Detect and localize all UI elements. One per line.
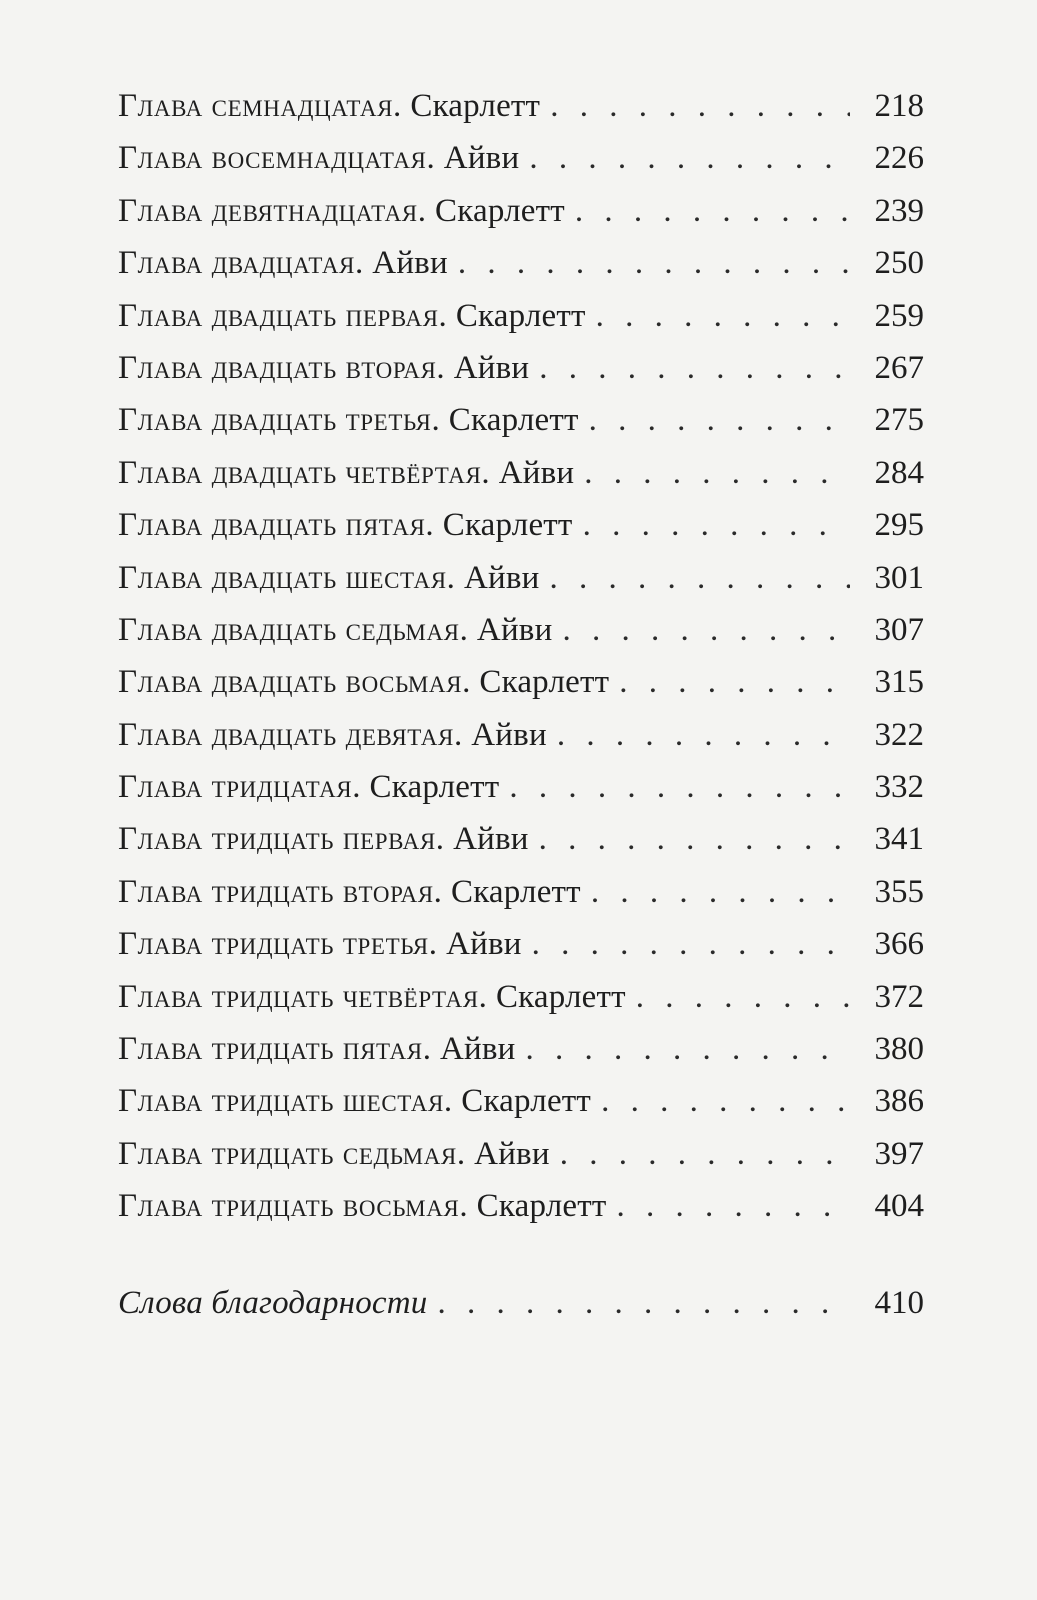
toc-row (118, 394, 924, 446)
dot-leader (438, 1277, 850, 1329)
toc-row-title (118, 447, 574, 499)
toc-row-acknowledgements (118, 1277, 924, 1329)
toc-row (118, 918, 924, 970)
toc-row-title (118, 1128, 550, 1180)
toc-row-title (118, 499, 573, 551)
toc-row-page: 341 (874, 821, 924, 858)
chapter-narrator: Скарлетт (435, 192, 565, 229)
toc-row-title (118, 761, 499, 813)
toc-row-page: 267 (874, 349, 924, 386)
chapter-narrator: Айви (440, 1031, 516, 1068)
toc-row (118, 80, 924, 132)
toc-row (118, 447, 924, 499)
toc-row-page: 322 (874, 716, 924, 753)
toc-row-page: 410 (874, 1284, 924, 1321)
toc-row-page: 366 (874, 926, 924, 963)
chapter-number: Глава двадцать четвёртая. (118, 454, 491, 491)
toc-row-page: 259 (874, 297, 924, 334)
toc-row-title (118, 132, 519, 184)
toc-row-page: 284 (874, 454, 924, 491)
dot-leader (539, 813, 850, 865)
toc-row (118, 1075, 924, 1127)
chapter-number: Глава тридцать третья. (118, 926, 438, 963)
toc-row-title: Слова благодарности (118, 1284, 428, 1321)
dot-leader (575, 185, 850, 237)
dot-leader (601, 1075, 850, 1127)
chapter-narrator: Айви (453, 349, 530, 386)
chapter-number: Глава двадцать первая. (118, 297, 448, 334)
dot-leader (550, 552, 850, 604)
dot-leader (619, 656, 850, 708)
toc-row (118, 1128, 924, 1180)
toc-row-title (118, 394, 579, 446)
toc-row (118, 813, 924, 865)
toc-entries (118, 80, 924, 1233)
dot-leader (596, 290, 850, 342)
toc-row-page: 295 (874, 507, 924, 544)
toc-row (118, 656, 924, 708)
toc-row-page: 239 (874, 192, 924, 229)
toc-row-title (118, 813, 529, 865)
toc-row-title (118, 1180, 606, 1232)
dot-leader (584, 447, 850, 499)
chapter-number: Глава двадцать вторая. (118, 349, 446, 386)
dot-leader (539, 342, 850, 394)
toc-row-title (118, 290, 586, 342)
chapter-number: Глава тридцать пятая. (118, 1031, 432, 1068)
toc-row-title (118, 866, 581, 918)
chapter-narrator: Скарлетт (450, 873, 581, 910)
chapter-number: Глава двадцать пятая. (118, 507, 435, 544)
chapter-number: Глава девятнадцатая. (118, 192, 427, 229)
toc-row-title (118, 1023, 516, 1075)
toc-row-title (118, 604, 552, 656)
chapter-narrator: Скарлетт (479, 664, 610, 701)
chapter-narrator: Скарлетт (448, 402, 579, 439)
chapter-narrator: Айви (443, 140, 520, 177)
dot-leader (589, 394, 850, 446)
chapter-number: Глава двадцать девятая. (118, 716, 463, 753)
chapter-number: Глава тридцать первая. (118, 821, 445, 858)
chapter-number: Глава двадцать шестая. (118, 559, 456, 596)
toc-row (118, 499, 924, 551)
chapter-number: Глава двадцатая. (118, 245, 364, 282)
toc-row (118, 761, 924, 813)
chapter-narrator: Айви (476, 611, 553, 648)
toc-row (118, 604, 924, 656)
chapter-narrator: Айви (471, 716, 547, 753)
dot-leader (526, 1023, 850, 1075)
dot-leader (557, 709, 850, 761)
chapter-number: Глава тридцать шестая. (118, 1083, 453, 1120)
dot-leader (583, 499, 850, 551)
toc-row-title (118, 237, 448, 289)
toc-row-title (118, 342, 529, 394)
toc-row-page: 275 (874, 402, 924, 439)
toc-row-page: 301 (874, 559, 924, 596)
toc-row-title (118, 971, 626, 1023)
chapter-number: Глава тридцать седьмая. (118, 1135, 466, 1172)
dot-leader (532, 918, 850, 970)
chapter-number: Глава тридцать четвёртая. (118, 978, 488, 1015)
chapter-narrator: Айви (453, 821, 529, 858)
toc-row-title (118, 656, 609, 708)
chapter-narrator: Скарлетт (369, 769, 500, 806)
chapter-narrator: Скарлетт (476, 1188, 607, 1225)
toc-row-page: 218 (874, 88, 924, 124)
toc-row-page: 250 (874, 245, 924, 282)
chapter-number: Глава двадцать седьмая. (118, 611, 469, 648)
toc-row-page: 307 (874, 611, 924, 648)
toc-row-title (118, 918, 522, 970)
chapter-number: Глава тридцатая. (118, 769, 362, 806)
dot-leader (529, 132, 850, 184)
dot-leader (509, 761, 850, 813)
toc-row-page: 380 (874, 1031, 924, 1068)
toc-row (118, 971, 924, 1023)
chapter-narrator: Айви (498, 454, 575, 491)
dot-leader (562, 604, 850, 656)
dot-leader (591, 866, 850, 918)
toc-row (118, 237, 924, 289)
toc-row (118, 709, 924, 761)
toc-row-page: 315 (874, 664, 924, 701)
chapter-number: Глава восемнадцатая. (118, 140, 436, 177)
chapter-narrator: Скарлетт (410, 88, 541, 124)
toc-row-title (118, 185, 565, 237)
toc-row (118, 290, 924, 342)
toc-row-title (118, 709, 547, 761)
dot-leader (616, 1180, 850, 1232)
dot-leader (560, 1128, 850, 1180)
chapter-narrator: Айви (463, 559, 540, 596)
chapter-narrator: Айви (446, 926, 522, 963)
dot-leader (458, 237, 850, 289)
toc-row-page: 226 (874, 140, 924, 177)
chapter-number: Глава семнадцатая. (118, 88, 402, 124)
chapter-number: Глава двадцать восьмая. (118, 664, 471, 701)
toc-row (118, 552, 924, 604)
toc-row-title (118, 552, 540, 604)
toc-gap (118, 1233, 924, 1277)
toc-row-page: 355 (874, 873, 924, 910)
toc-row-title (118, 1075, 591, 1127)
toc-row-page: 332 (874, 769, 924, 806)
chapter-number: Глава тридцать восьмая. (118, 1188, 469, 1225)
chapter-number: Глава двадцать третья. (118, 402, 441, 439)
dot-leader (550, 80, 850, 132)
toc-row (118, 342, 924, 394)
chapter-narrator: Скарлетт (455, 297, 586, 334)
toc-row-page: 386 (874, 1083, 924, 1120)
toc-row (118, 1023, 924, 1075)
chapter-narrator: Скарлетт (495, 978, 626, 1015)
toc-row (118, 132, 924, 184)
toc-row-page: 372 (874, 978, 924, 1015)
toc-row (118, 866, 924, 918)
toc-row-page: 397 (874, 1135, 924, 1172)
chapter-narrator: Айви (372, 245, 448, 282)
toc-row (118, 1180, 924, 1232)
chapter-narrator: Скарлетт (461, 1083, 592, 1120)
toc-row-page: 404 (874, 1188, 924, 1225)
chapter-number: Глава тридцать вторая. (118, 873, 443, 910)
table-of-contents (118, 80, 924, 1329)
toc-row-title (118, 80, 540, 132)
chapter-narrator: Скарлетт (442, 507, 573, 544)
toc-row (118, 185, 924, 237)
dot-leader (636, 971, 850, 1023)
chapter-narrator: Айви (474, 1135, 550, 1172)
